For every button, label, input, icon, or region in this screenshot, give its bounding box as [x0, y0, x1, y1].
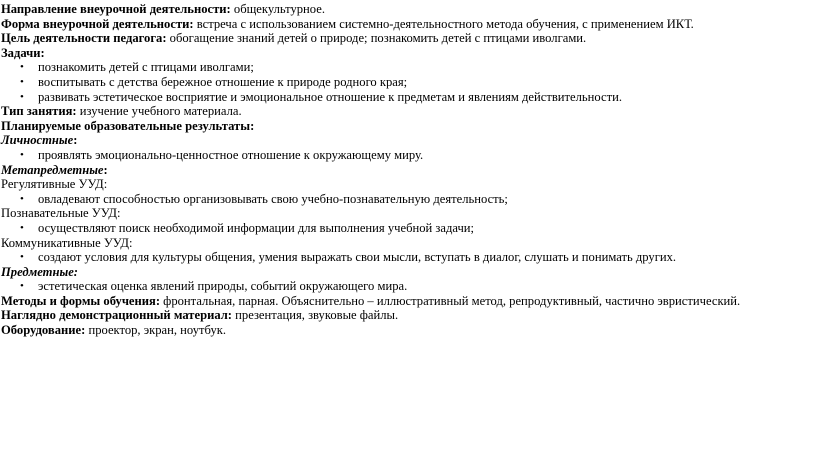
tasks-heading	[1, 46, 816, 61]
materials-label: Наглядно демонстрационный материал:	[1, 308, 233, 323]
list-item-text: эстетическая оценка явлений природы, событий окружающего мира.	[38, 279, 408, 294]
meta-label: Метапредметные	[1, 162, 104, 177]
bullet-icon: •	[20, 148, 24, 161]
list-item-text: осуществляют поиск необходимой информации для выполнения учебной задачи;	[38, 220, 475, 235]
results-label: Планируемые образовательные результаты:	[1, 118, 255, 133]
list-item-text: овладевают способностью организовывать свою учебно-познавательную деятельность;	[38, 191, 508, 206]
bullet-icon: •	[20, 221, 24, 234]
lesson-type-line	[1, 104, 816, 119]
tasks-list	[1, 60, 816, 104]
results-heading	[1, 119, 816, 134]
materials-line	[1, 308, 816, 323]
equipment-label: Оборудование:	[1, 323, 86, 338]
materials-value: презентация, звуковые файлы.	[232, 308, 399, 323]
tasks-label: Задачи:	[1, 45, 45, 60]
subject-heading	[1, 265, 816, 280]
bullet-icon: •	[20, 61, 24, 74]
list-item-text: воспитывать с детства бережное отношение к природе родного края;	[38, 74, 408, 89]
methods-line	[1, 294, 816, 309]
list-item	[1, 75, 816, 90]
goal-value: обогащение знаний детей о природе; познакомить детей с птицами иволгами.	[166, 31, 587, 46]
bullet-icon: •	[20, 90, 24, 103]
subject-list	[1, 279, 816, 294]
goal-line	[1, 31, 816, 46]
list-item-text: создают условия для культуры общения, умения выражать свои мысли, вступать в диалог, слушать и понимать других.	[38, 250, 677, 265]
communicative-list	[1, 250, 816, 265]
direction-line	[1, 2, 816, 17]
list-item	[1, 148, 816, 163]
equipment-line	[1, 323, 816, 338]
list-item	[1, 60, 816, 75]
goal-label: Цель деятельности педагога:	[1, 31, 167, 46]
list-item-text: развивать эстетическое восприятие и эмоциональное отношение к предметам и явлениям действительности.	[38, 89, 622, 104]
bullet-icon: •	[20, 251, 24, 264]
subject-label: Предметные:	[1, 264, 78, 279]
regulatory-list	[1, 192, 816, 207]
list-item	[1, 192, 816, 207]
communicative-heading: Коммуникативные УУД:	[1, 235, 133, 250]
list-item	[1, 279, 816, 294]
bullet-icon: •	[20, 192, 24, 205]
methods-label: Методы и формы обучения:	[1, 293, 161, 308]
equipment-value: проектор, экран, ноутбук.	[85, 323, 227, 338]
methods-value: фронтальная, парная. Объяснительно – иллюстративный метод, репродуктивный, частично эвристический.	[160, 293, 741, 308]
personal-label: Личностные	[1, 133, 74, 148]
cognitive-list	[1, 221, 816, 236]
direction-label: Направление внеурочной деятельности:	[1, 2, 231, 16]
lesson-type-label: Тип занятия:	[1, 104, 77, 119]
personal-colon: :	[73, 133, 78, 148]
list-item	[1, 250, 816, 265]
form-value: встреча с использованием системно-деятельностного метода обучения, с применением ИКТ.	[193, 16, 694, 31]
lesson-type-value: изучение учебного материала.	[76, 104, 242, 119]
list-item-text: познакомить детей с птицами иволгами;	[38, 60, 254, 75]
personal-heading	[1, 133, 816, 148]
list-item-text: проявлять эмоционально-ценностное отношение к окружающему миру.	[38, 147, 424, 162]
form-label: Форма внеурочной деятельности:	[1, 16, 194, 31]
direction-value: общекультурное.	[230, 2, 325, 16]
list-item	[1, 90, 816, 105]
regulatory-heading: Регулятивные УУД:	[1, 177, 108, 192]
cognitive-heading: Познавательные УУД:	[1, 206, 121, 221]
bullet-icon: •	[20, 75, 24, 88]
bullet-icon: •	[20, 280, 24, 293]
list-item	[1, 221, 816, 236]
meta-heading	[1, 163, 816, 178]
form-line	[1, 17, 816, 32]
personal-list	[1, 148, 816, 163]
meta-colon: :	[103, 162, 108, 177]
